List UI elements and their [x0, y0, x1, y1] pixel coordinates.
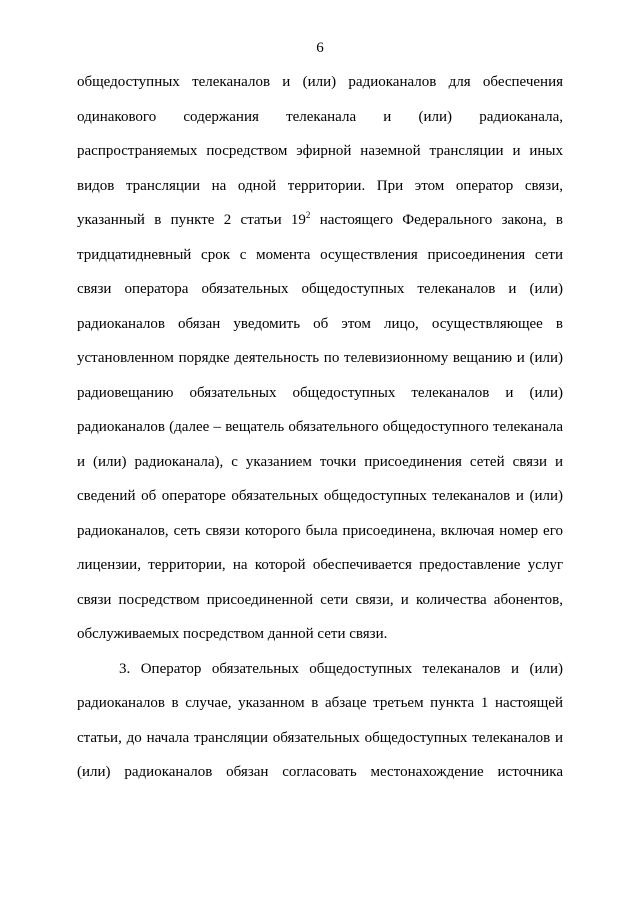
text-line: радиовещанию обязательных общедоступных телеканалов и (или)	[77, 384, 563, 401]
text-line: сведений об операторе обязательных общедоступных телеканалов и (или)	[77, 488, 563, 504]
text-line-with-superscript	[77, 210, 563, 245]
text-line: связи оператора обязательных общедоступных телеканалов и (или)	[77, 281, 563, 297]
text-line: установленном порядке деятельность по телевизионному вещанию и (или)	[77, 350, 563, 366]
text-line: радиоканалов обязан уведомить об этом лицо, осуществляющее в	[77, 315, 563, 332]
text-line: статьи, до начала трансляции обязательных общедоступных телеканалов и	[77, 729, 563, 746]
superscript: 2	[305, 210, 311, 220]
document-body	[77, 72, 563, 797]
text-line: лицензии, территории, на которой обеспечивается предоставление услуг	[77, 557, 563, 573]
text-line: и (или) радиоканала), с указанием точки присоединения сетей связи и	[77, 453, 563, 470]
text-fragment: настоящего Федерального закона, в	[310, 212, 563, 228]
text-line: обслуживаемых посредством данной сети связи.	[77, 626, 388, 642]
text-fragment: указанный в пункте 2 статьи 19	[77, 212, 306, 228]
text-line: (или) радиоканалов обязан согласовать местонахождение источника	[77, 764, 563, 780]
text-line: тридцатидневный срок с момента осуществления присоединения сети	[77, 246, 563, 263]
page-number: 6	[316, 40, 324, 56]
text-line: видов трансляции на одной территории. При этом оператор связи,	[77, 177, 563, 194]
text-line: распространяемых посредством эфирной наземной трансляции и иных	[77, 143, 563, 159]
text-line: связи посредством присоединенной сети связи, и количества абонентов,	[77, 591, 563, 608]
text-line: общедоступных телеканалов и (или) радиоканалов для обеспечения	[77, 74, 563, 90]
text-line: одинакового содержания телеканала и (или) радиоканала,	[77, 108, 563, 125]
text-line: 3. Оператор обязательных общедоступных телеканалов и (или)	[119, 660, 563, 677]
text-line: радиоканалов в случае, указанном в абзаце третьем пункта 1 настоящей	[77, 695, 563, 711]
text-line: радиоканалов (далее – вещатель обязательного общедоступного телеканала	[77, 419, 563, 435]
text-line: радиоканалов, сеть связи которого была присоединена, включая номер его	[77, 522, 563, 539]
